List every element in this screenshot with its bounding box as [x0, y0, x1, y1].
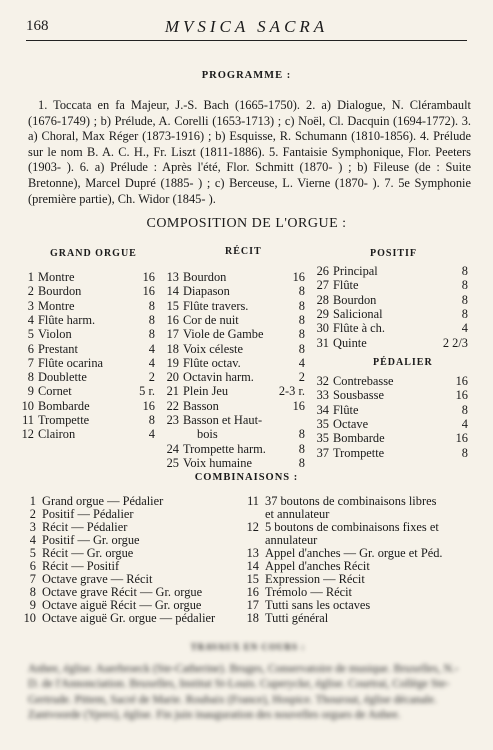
- stop-footage: 8: [298, 327, 305, 342]
- stop-footage: 5 r.: [139, 384, 155, 399]
- stop-row: [20, 370, 155, 385]
- stop-name: Voix humaine: [183, 455, 252, 470]
- stop-row: [315, 403, 468, 418]
- stop-number: 28: [316, 292, 329, 307]
- combinaison-text: Récit — Pédalier: [42, 520, 128, 534]
- stop-row: [20, 413, 155, 428]
- stop-footage: 8: [298, 341, 305, 356]
- stop-number: 1: [27, 270, 34, 284]
- stop-name: Salicional: [333, 306, 383, 321]
- stop-name: Basson: [183, 398, 219, 413]
- stop-footage: 2-3 r.: [278, 384, 305, 399]
- stop-name: Violon: [38, 327, 72, 342]
- combinaison-number: 14: [246, 559, 259, 573]
- stop-name: Flûte: [333, 402, 359, 417]
- running-header: [26, 14, 467, 41]
- stop-footage: 8: [148, 413, 155, 427]
- stop-number: 7: [27, 355, 34, 370]
- stop-footage: 8: [461, 264, 468, 278]
- stop-name: Cor de nuit: [183, 312, 239, 327]
- stop-number: 9: [27, 384, 34, 399]
- stop-number: 2: [27, 284, 34, 299]
- stop-row: [165, 413, 305, 428]
- combinaison-number: 3: [29, 520, 36, 534]
- stop-name: Voix céleste: [183, 341, 243, 356]
- recit-heading: RÉCIT: [225, 246, 262, 257]
- stop-number: 8: [27, 370, 34, 385]
- stop-name: Montre: [38, 270, 75, 284]
- stop-number: 3: [27, 298, 34, 313]
- stop-footage: 4: [148, 355, 155, 370]
- stop-row: [20, 299, 155, 314]
- stop-name: Sousbasse: [333, 388, 384, 403]
- combinaison-text: Octave grave Récit — Gr. orgue: [42, 585, 203, 599]
- stop-footage: 4: [461, 416, 468, 431]
- combinaison-number: 7: [29, 572, 36, 586]
- stop-footage: 4: [148, 341, 155, 356]
- combinaison-number: 15: [246, 572, 259, 586]
- stop-footage: 8: [148, 312, 155, 327]
- stop-name: Contrebasse: [333, 374, 394, 388]
- stop-footage: 8: [298, 312, 305, 327]
- stop-footage: 2 2/3: [442, 335, 468, 350]
- stop-row: [165, 327, 305, 342]
- stop-name: Trompette: [38, 413, 90, 427]
- stop-name: Montre: [38, 298, 75, 313]
- stop-number: 25: [166, 455, 179, 470]
- stop-name: Bourdon: [183, 270, 227, 284]
- page-number: 168: [26, 18, 49, 34]
- stop-row: [315, 336, 468, 351]
- stop-number: 11: [22, 413, 34, 427]
- combinaison-text: Tutti général: [265, 611, 329, 625]
- stop-footage: 16: [455, 388, 468, 403]
- stop-footage: 16: [455, 431, 468, 446]
- stop-name: Octave: [333, 416, 369, 431]
- stop-number: 16: [166, 312, 179, 327]
- stop-footage: 8: [461, 278, 468, 293]
- stop-row: [315, 321, 468, 336]
- stop-number: 31: [316, 335, 329, 350]
- combinaison-text: Octave aiguë Récit — Gr. orgue: [42, 598, 202, 612]
- composition-heading: COMPOSITION DE L'ORGUE :: [146, 216, 347, 231]
- positif-heading: POSITIF: [370, 248, 418, 259]
- stop-footage: 16: [142, 270, 155, 284]
- combinaison-text: Récit — Positif: [42, 559, 120, 573]
- stop-name: Flûte travers.: [183, 298, 249, 313]
- stop-number: 13: [166, 270, 179, 284]
- blurred-text: Anhee, église. Auerbroeck (Ste-Catherine). Bruges, Conservatoire de musique. Bruxelles, N.-D. de l'Annonciation. Bruxelles, Institut St-Louis. Cuperycke, église. Courtrai, Collège Ste-Gertrude. Pittem, Sacré de Marie. Roubaix (France), Hospice. Thourout, église décanale. Zantvoorde (Ypres), église. Fin juin inauguration des nouvelles orgues de Anhee.: [28, 662, 459, 721]
- combinaison-number: 4: [29, 533, 36, 547]
- stop-number: 35: [316, 431, 329, 446]
- combinaison-text: Trémolo — Récit: [265, 585, 352, 599]
- stop-footage: 4: [148, 427, 155, 442]
- stop-footage: 8: [298, 284, 305, 299]
- combinaison-number: 17: [246, 598, 259, 612]
- stop-row: [20, 399, 155, 414]
- stop-footage: 16: [292, 398, 305, 413]
- stop-number: 26: [316, 264, 329, 278]
- combinaison-item: [22, 611, 215, 626]
- stop-row: [315, 293, 468, 308]
- stop-row: [315, 388, 468, 403]
- stop-number: 34: [316, 402, 329, 417]
- stop-row: [20, 356, 155, 371]
- stop-number: 12: [21, 427, 34, 442]
- stop-name: Bourdon: [333, 292, 377, 307]
- stop-number: 37: [316, 445, 329, 460]
- stop-row: [20, 342, 155, 357]
- stop-name: Viole de Gambe: [183, 327, 264, 342]
- combinaison-number: 13: [246, 546, 259, 560]
- combinaison-text: Récit — Gr. orgue: [42, 546, 134, 560]
- stop-number: 5: [27, 327, 34, 342]
- combinaison-text: Appel d'anches Récit: [265, 559, 370, 573]
- combinaison-number: 2: [29, 507, 36, 521]
- combinaison-number: 12: [246, 520, 259, 534]
- stop-row: [20, 384, 155, 399]
- stop-name: Cornet: [38, 384, 72, 399]
- blurred-section: [28, 640, 468, 724]
- stop-number: 17: [166, 327, 179, 342]
- stop-number: 33: [316, 388, 329, 403]
- stop-footage: 8: [148, 327, 155, 342]
- combinaisons-heading: COMBINAISONS :: [194, 472, 299, 483]
- stop-number: 32: [316, 374, 329, 388]
- combinaison-number: 11: [247, 494, 259, 508]
- stop-row: [165, 370, 305, 385]
- combinaison-number: 18: [246, 611, 259, 625]
- stop-number: 35: [316, 416, 329, 431]
- stop-footage: 16: [142, 284, 155, 299]
- stop-footage: 8: [298, 298, 305, 313]
- stop-name: Bombarde: [333, 431, 385, 446]
- combinaison-number: 9: [29, 598, 36, 612]
- stop-row: [165, 284, 305, 299]
- stop-row: [20, 327, 155, 342]
- combinaison-number: 6: [29, 559, 36, 573]
- stop-number: 23: [166, 413, 179, 427]
- stop-number: 15: [166, 298, 179, 313]
- stop-name: Basson et Haut-: [183, 413, 263, 427]
- stop-number: 29: [316, 306, 329, 321]
- stop-row: [315, 417, 468, 432]
- stop-row: [165, 399, 305, 414]
- stop-name: Flûte: [333, 278, 359, 293]
- stop-row: [20, 270, 155, 285]
- stop-name: Diapason: [183, 284, 230, 299]
- combinaison-text: Positif — Gr. orgue: [42, 533, 140, 547]
- stop-name: Prestant: [38, 341, 78, 356]
- stop-name: Clairon: [38, 427, 76, 442]
- stop-name: Quinte: [333, 335, 367, 350]
- combinaison-text: et annulateur: [265, 507, 330, 521]
- stop-name: Trompette: [333, 445, 385, 460]
- stop-row: [20, 284, 155, 299]
- stop-number: 10: [21, 398, 34, 413]
- stop-footage: 8: [148, 298, 155, 313]
- stop-row: [315, 431, 468, 446]
- stop-footage: 8: [461, 445, 468, 460]
- combinaison-number: 10: [23, 611, 36, 625]
- stop-number: 19: [166, 355, 179, 370]
- combinaison-number: 5: [29, 546, 36, 560]
- stop-footage: 16: [292, 270, 305, 284]
- stop-number: 6: [27, 341, 34, 356]
- stop-footage: 2: [298, 370, 305, 385]
- stop-name: Octavin harm.: [183, 370, 254, 385]
- stop-name: Bourdon: [38, 284, 82, 299]
- stop-row: [165, 442, 305, 457]
- stop-row: [20, 313, 155, 328]
- stop-row: [20, 427, 155, 442]
- stop-footage: 8: [461, 306, 468, 321]
- combinaison-text: Appel d'anches — Gr. orgue et Péd.: [265, 546, 443, 560]
- stop-footage: 2: [148, 370, 155, 385]
- stop-number: 14: [166, 284, 179, 299]
- stop-row: [165, 342, 305, 357]
- stop-row: [315, 307, 468, 322]
- stop-footage: 8: [298, 441, 305, 456]
- journal-title: MVSICA SACRA: [164, 17, 329, 36]
- stop-row: [165, 313, 305, 328]
- stop-footage: 4: [461, 321, 468, 336]
- stop-footage: 8: [461, 292, 468, 307]
- stop-number: 22: [166, 398, 179, 413]
- stop-row: [315, 264, 468, 279]
- stop-row: [165, 270, 305, 285]
- stop-number: 4: [27, 312, 34, 327]
- stop-footage: 8: [298, 427, 305, 442]
- grand-orgue-heading: GRAND ORGUE: [50, 248, 137, 259]
- stop-number: 21: [166, 384, 179, 399]
- stop-footage: 16: [455, 374, 468, 388]
- stop-number: 30: [316, 321, 329, 336]
- stop-footage: 8: [298, 455, 305, 470]
- stop-name: Flûte octav.: [183, 355, 241, 370]
- combinaison-text: Expression — Récit: [265, 572, 365, 586]
- combinaison-text: Grand orgue — Pédalier: [42, 494, 164, 508]
- stop-row: [165, 299, 305, 314]
- stop-name: Flûte ocarina: [38, 355, 104, 370]
- stop-row: [315, 374, 468, 389]
- stop-name: Flûte à ch.: [333, 321, 385, 336]
- combinaison-text: 37 boutons de combinaisons libres: [265, 494, 437, 508]
- stop-row: [165, 456, 305, 471]
- stop-footage: 16: [142, 398, 155, 413]
- pedalier-heading: PÉDALIER: [373, 357, 433, 368]
- blurred-heading: TRAVAUX EN COURS :: [190, 642, 306, 652]
- stop-number: 20: [166, 370, 179, 385]
- stop-row: [315, 446, 468, 461]
- stop-row: [165, 356, 305, 371]
- combinaison-number: 16: [246, 585, 259, 599]
- stop-row: [165, 384, 305, 399]
- programme-text: 1. Toccata en fa Majeur, J.-S. Bach (1665-1750). 2. a) Dialogue, N. Clérambault (1676-1749) ; b) Prélude, A. Corelli (1653-1713) ; c) Noël, Cl. Dacquin (1694-1772). 3. a) Choral, Max Réger (1873-1916) ; b) Esquisse, R. Schumann (1810-1856). 4. Prélude sur le nom B. A. C. H., Fr. Liszt (1811-1886). 5. Fantaisie Symphonique, Flor. Peeters (1903- ). 6. a) Prélude : Après l'été, Flor. Schmitt (1870- ) ; b) Fileuse (de : Suite Bretonne), Marcel Dupré (1885- ) ; c) Berceuse, L. Vierne (1870- ). 7. 5e Symphonie (première partie), Ch. Widor (1845- ).: [28, 98, 471, 206]
- combinaison-text: annulateur: [265, 533, 318, 547]
- combinaison-text: Octave aiguë Gr. orgue — pédalier: [42, 611, 216, 625]
- stop-number: 24: [166, 441, 179, 456]
- combinaison-text: Tutti sans les octaves: [265, 598, 371, 612]
- combinaison-text: 5 boutons de combinaisons fixes et: [265, 520, 439, 534]
- combinaison-number: 1: [29, 494, 36, 508]
- combinaison-item: [245, 611, 328, 626]
- stop-number: 27: [316, 278, 329, 293]
- stop-name: bois: [197, 427, 218, 442]
- combinaison-number: 8: [29, 585, 36, 599]
- stop-name: Principal: [333, 264, 378, 278]
- stop-number: 18: [166, 341, 179, 356]
- stop-name: Plein Jeu: [183, 384, 229, 399]
- stop-footage: 4: [298, 355, 305, 370]
- stop-row: [165, 427, 305, 442]
- stop-name: Doublette: [38, 370, 87, 385]
- stop-footage: 8: [461, 402, 468, 417]
- programme-heading: PROGRAMME :: [201, 70, 292, 81]
- stop-name: Trompette harm.: [183, 441, 266, 456]
- stop-name: Flûte harm.: [38, 312, 96, 327]
- combinaison-text: Octave grave — Récit: [42, 572, 153, 586]
- combinaison-text: Positif — Pédalier: [42, 507, 134, 521]
- stop-row: [315, 278, 468, 293]
- stop-name: Bombarde: [38, 398, 90, 413]
